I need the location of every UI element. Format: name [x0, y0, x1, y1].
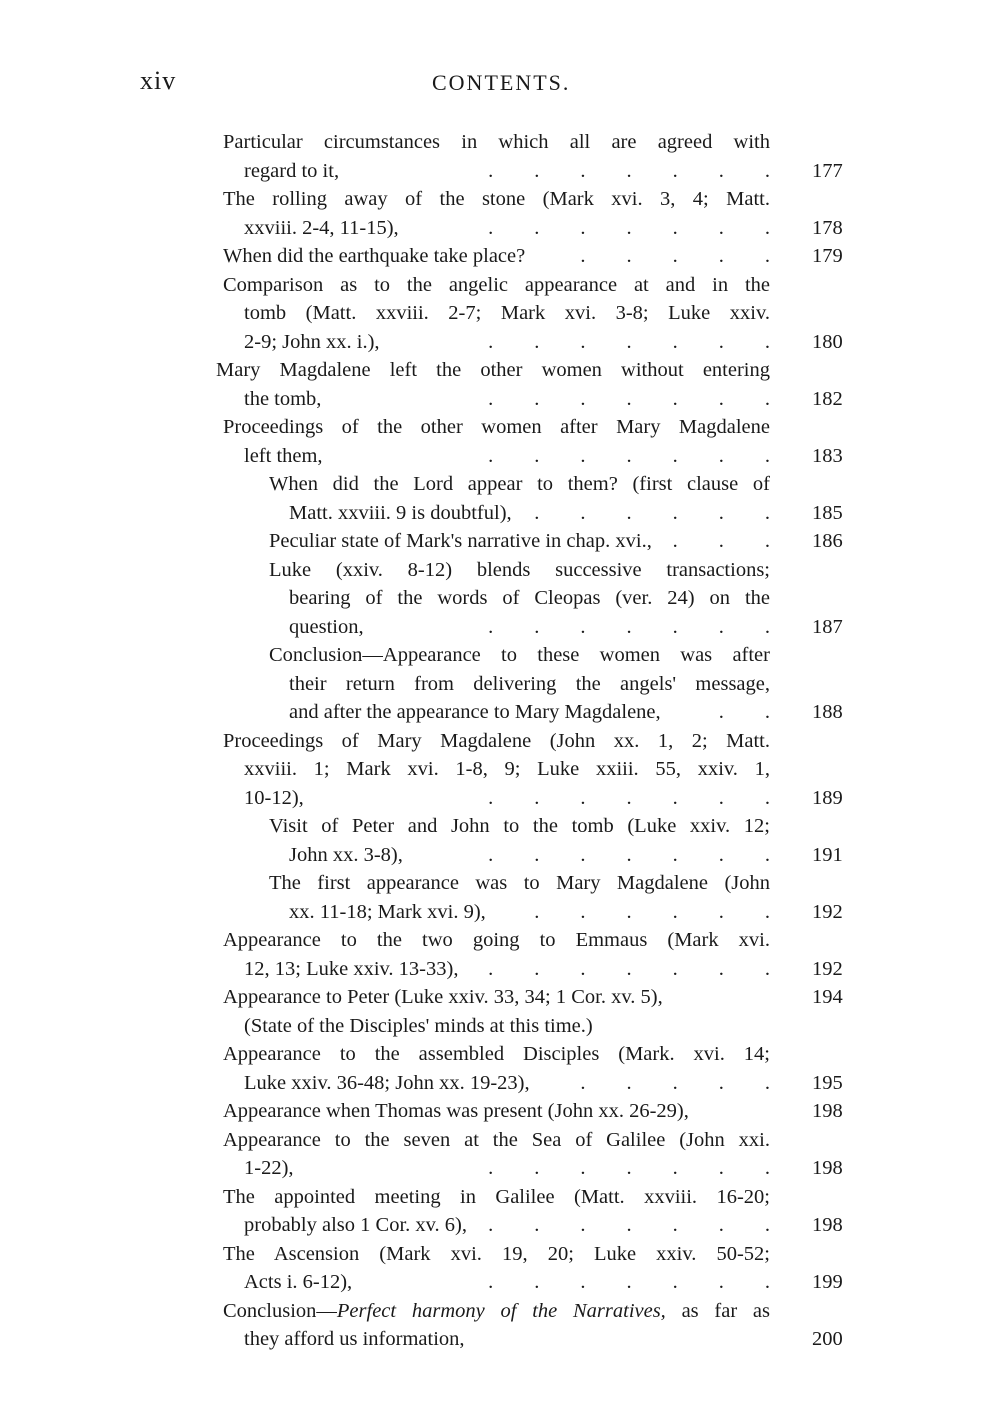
toc-entry-text: Appearance to the two going to Emmaus (Mark xvi. — [223, 929, 770, 951]
page-number: 198 — [812, 1100, 843, 1122]
dot-leader: . . . . . . . — [488, 330, 770, 353]
page-number: 180 — [812, 330, 843, 353]
toc-entry-line — [0, 185, 1000, 214]
dot-leader: . . . . . . . — [488, 216, 770, 239]
toc-entry-text: Appearance to the assembled Disciples (Mark. xvi. 14; — [223, 1043, 770, 1065]
page-number: 183 — [812, 444, 843, 467]
page-number: 188 — [812, 701, 843, 723]
page-number: 185 — [812, 501, 843, 524]
toc-entry — [0, 356, 1000, 413]
toc-entry-text: and after the appearance to Mary Magdalene, — [289, 701, 661, 723]
toc-entry-text: The first appearance was to Mary Magdalene (John — [269, 872, 770, 894]
toc-entry-text: regard to it, — [244, 159, 340, 182]
dot-leader: . . . . . . . — [488, 957, 770, 980]
dot-leader: . . . . . — [580, 245, 770, 267]
toc-entry-text: their return from delivering the angels' message, — [289, 672, 770, 695]
page-number: 194 — [812, 986, 843, 1008]
toc-entry-line — [0, 299, 1000, 328]
toc-entry-line — [0, 670, 1000, 699]
toc-entry — [0, 128, 1000, 185]
page-folio: xiv — [140, 66, 177, 95]
toc-entry-line — [0, 1040, 1000, 1069]
page-number: 178 — [812, 216, 843, 239]
toc-entry — [0, 556, 1000, 642]
toc-entry-text: Particular circumstances in which all are agreed with — [223, 131, 770, 153]
toc-entry-line — [0, 1183, 1000, 1212]
page-number: 182 — [812, 387, 843, 410]
toc-entry-line — [0, 413, 1000, 442]
toc-entry-line — [0, 812, 1000, 841]
page-number: 187 — [812, 615, 843, 638]
page-number: 200 — [812, 1328, 843, 1350]
toc-entry-line — [0, 556, 1000, 585]
toc-entry-line — [0, 755, 1000, 784]
toc-entry — [0, 1183, 1000, 1240]
toc-entry — [0, 926, 1000, 983]
toc-entry-line — [0, 271, 1000, 300]
toc-entry-line — [0, 1012, 1000, 1041]
toc-entry-text: (State of the Disciples' minds at this time.) — [244, 1014, 593, 1037]
page-number: 177 — [812, 159, 843, 182]
toc-entry-line — [0, 727, 1000, 756]
toc-entry-text: left them, — [244, 444, 323, 467]
toc-entry-line — [0, 499, 1000, 528]
running-title: CONTENTS. — [432, 70, 571, 95]
toc-entry-line — [0, 841, 1000, 870]
toc-entry-line — [0, 1268, 1000, 1297]
toc-entry-text: Appearance to Peter (Luke xxiv. 33, 34; 1 Cor. xv. 5), — [223, 986, 663, 1008]
toc-entry-text: The Ascension (Mark xvi. 19, 20; Luke xxiv. 50-52; — [223, 1242, 770, 1265]
toc-entry-line — [0, 613, 1000, 642]
dot-leader: . . — [718, 701, 770, 723]
toc-entry-line — [0, 926, 1000, 955]
toc-entry-line — [0, 214, 1000, 243]
toc-entry — [0, 271, 1000, 357]
toc-entry-line — [0, 1297, 1000, 1326]
toc-entry — [0, 1297, 1000, 1354]
dot-leader: . . . . . . . — [488, 786, 770, 809]
toc-entry-text: Visit of Peter and John to the tomb (Luke xxiv. 12; — [269, 815, 770, 837]
page-number: 186 — [812, 530, 843, 552]
toc-entry-line — [0, 328, 1000, 357]
toc-entry-text: Conclusion—Perfect harmony of the Narratives, as far as — [223, 1299, 770, 1322]
toc-entry-text: Appearance when Thomas was present (John xx. 26-29), — [223, 1100, 689, 1122]
toc-entry-line — [0, 356, 1000, 385]
toc-entry-text: Matt. xxviii. 9 is doubtful), — [289, 501, 512, 524]
page-number: 198 — [812, 1214, 843, 1236]
toc-entry-text: bearing of the words of Cleopas (ver. 24) on the — [289, 587, 770, 609]
page-header — [0, 62, 1000, 102]
toc-entry-line — [0, 1126, 1000, 1155]
toc-entry-line — [0, 955, 1000, 984]
toc-entry-line — [0, 1325, 1000, 1354]
dot-leader: . . . . . . . — [488, 1214, 770, 1236]
dot-leader: . . . . . — [580, 1071, 770, 1094]
toc-entry-line — [0, 869, 1000, 898]
toc-entry — [0, 527, 1000, 556]
dot-leader: . . . — [672, 530, 770, 552]
toc-entry — [0, 641, 1000, 727]
toc-entry-line — [0, 470, 1000, 499]
toc-entry — [0, 470, 1000, 527]
page-number: 189 — [812, 786, 843, 809]
toc-entry-line — [0, 1240, 1000, 1269]
toc-entry-text: Acts i. 6-12), — [244, 1271, 353, 1293]
toc-entry-text: When did the Lord appear to them? (first clause of — [269, 473, 770, 495]
dot-leader: . . . . . . . — [488, 387, 770, 410]
toc-entry-line — [0, 385, 1000, 414]
dot-leader: . . . . . . . — [488, 615, 770, 638]
toc-entry-text: Proceedings of Mary Magdalene (John xx. 1, 2; Matt. — [223, 729, 770, 752]
toc-entry-line — [0, 527, 1000, 556]
toc-entry-line — [0, 584, 1000, 613]
toc-entry-text: xx. 11-18; Mark xvi. 9), — [289, 900, 486, 923]
toc-entry-text: xxviii. 1; Mark xvi. 1-8, 9; Luke xxiii. 55, xxiv. 1, — [244, 758, 770, 780]
toc-entry-tail: as far as — [665, 1299, 770, 1322]
dot-leader: . . . . . . . — [488, 843, 770, 866]
toc-entry-text: Comparison as to the angelic appearance at and in the — [223, 273, 770, 296]
toc-entry-line — [0, 1097, 1000, 1126]
toc-entry — [0, 983, 1000, 1040]
toc-entry-text: Proceedings of the other women after Mary Magdalene — [223, 416, 770, 438]
toc-entry — [0, 812, 1000, 869]
page-number: 198 — [812, 1157, 843, 1179]
toc-entry-text: they afford us information, — [244, 1328, 465, 1350]
toc-entry — [0, 727, 1000, 813]
page-number: 195 — [812, 1071, 843, 1094]
toc-entry-line — [0, 698, 1000, 727]
toc-entry-text: Mary Magdalene left the other women without entering — [216, 359, 770, 381]
toc-entry-line — [0, 128, 1000, 157]
toc-entry-text: probably also 1 Cor. xv. 6), — [244, 1214, 468, 1236]
toc-entry-line — [0, 1069, 1000, 1098]
toc-entry — [0, 869, 1000, 926]
dot-leader: . . . . . . . — [488, 159, 770, 182]
dot-leader: . . . . . . . — [488, 1271, 770, 1293]
toc-entry-line — [0, 983, 1000, 1012]
toc-entry — [0, 413, 1000, 470]
toc-entry — [0, 1240, 1000, 1297]
toc-entry-italic: Perfect harmony of the Narratives, — [336, 1299, 666, 1322]
dot-leader: . . . . . . — [534, 900, 770, 923]
table-of-contents — [0, 128, 1000, 1354]
toc-entry — [0, 1040, 1000, 1097]
toc-entry-text: the tomb, — [244, 387, 322, 410]
page-number: 199 — [812, 1271, 843, 1293]
toc-entry-text: John xx. 3-8), — [289, 843, 403, 866]
page-number: 191 — [812, 843, 843, 866]
toc-entry-text: tomb (Matt. xxviii. 2-7; Mark xvi. 3-8; Luke xxiv. — [244, 302, 770, 324]
toc-entry-text: 12, 13; Luke xxiv. 13-33), — [244, 957, 459, 980]
toc-entry — [0, 242, 1000, 271]
toc-entry-line — [0, 784, 1000, 813]
toc-entry-line — [0, 641, 1000, 670]
toc-entry-text: Luke xxiv. 36-48; John xx. 19-23), — [244, 1071, 530, 1094]
toc-entry-text: 10-12), — [244, 786, 304, 809]
toc-entry-line — [0, 442, 1000, 471]
toc-entry-line — [0, 242, 1000, 271]
dot-leader: . . . . . . . — [488, 444, 770, 467]
dot-leader: . . . . . . — [534, 501, 770, 524]
toc-entry-line — [0, 898, 1000, 927]
toc-entry — [0, 1126, 1000, 1183]
dot-leader: . . . . . . . — [488, 1157, 770, 1179]
toc-entry-text: When did the earthquake take place? — [223, 245, 526, 267]
toc-entry-text: Appearance to the seven at the Sea of Galilee (John xxi. — [223, 1128, 770, 1151]
toc-entry-text: question, — [289, 615, 364, 638]
toc-entry-text: Conclusion—Appearance to these women was after — [269, 644, 770, 666]
toc-entry-text: The rolling away of the stone (Mark xvi. 3, 4; Matt. — [223, 188, 770, 210]
toc-entry-text: 2-9; John xx. i.), — [244, 330, 380, 353]
toc-entry-line — [0, 157, 1000, 186]
toc-entry — [0, 185, 1000, 242]
toc-entry-text: xxviii. 2-4, 11-15), — [244, 216, 399, 239]
toc-entry-text: 1-22), — [244, 1157, 294, 1179]
page-number: 179 — [812, 245, 843, 267]
page-number: 192 — [812, 957, 843, 980]
toc-entry-text: The appointed meeting in Galilee (Matt. xxviii. 16-20; — [223, 1185, 770, 1208]
toc-entry-line — [0, 1154, 1000, 1183]
toc-entry — [0, 1097, 1000, 1126]
page-number: 192 — [812, 900, 843, 923]
toc-entry-line — [0, 1211, 1000, 1240]
toc-entry-text: Peculiar state of Mark's narrative in chap. xvi., — [269, 530, 652, 552]
toc-entry-text: Luke (xxiv. 8-12) blends successive transactions; — [269, 558, 770, 581]
